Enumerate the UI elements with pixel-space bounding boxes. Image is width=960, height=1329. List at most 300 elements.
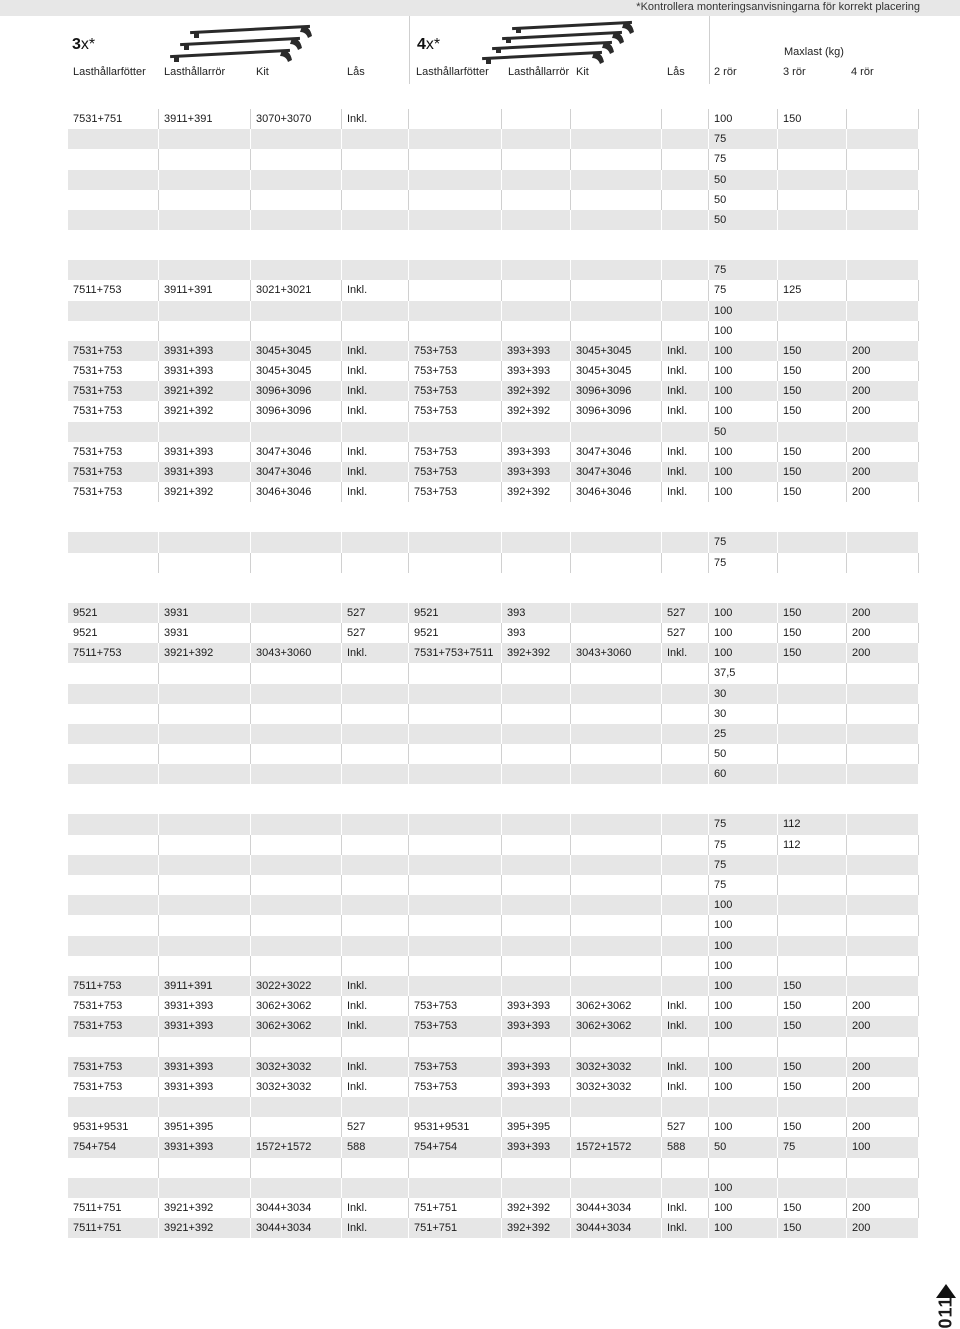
cell-feet-3x: 7511+753: [68, 643, 159, 663]
cell-bars-4x: 393+393: [502, 442, 571, 462]
cell-lock-4x: [662, 976, 709, 996]
table-row: [68, 744, 919, 764]
cell-kit-3x: [251, 129, 342, 149]
cell-load-3-bars: 150: [778, 341, 847, 361]
cell-feet-4x: [409, 422, 502, 442]
cell-load-4-bars: [847, 684, 919, 704]
cell-load-3-bars: [778, 724, 847, 744]
cell-lock-4x: [662, 684, 709, 704]
cell-feet-3x: 7531+753: [68, 1016, 159, 1036]
cell-bars-3x: [159, 190, 251, 210]
cell-kit-3x: [251, 814, 342, 834]
cell-lock-4x: [662, 553, 709, 573]
cell-kit-3x: [251, 956, 342, 976]
cell-bars-3x: [159, 532, 251, 552]
cell-lock-3x: [342, 704, 409, 724]
cell-load-2-bars: 100: [709, 401, 778, 421]
cell-lock-4x: [662, 663, 709, 683]
cell-feet-3x: [68, 1037, 159, 1057]
cell-bars-4x: 392+392: [502, 1198, 571, 1218]
cell-kit-4x: [571, 1178, 662, 1198]
cell-lock-4x: Inkl.: [662, 401, 709, 421]
cell-kit-3x: [251, 210, 342, 230]
cell-load-4-bars: 200: [847, 1057, 919, 1077]
cell-lock-3x: Inkl.: [342, 1218, 409, 1238]
cell-load-4-bars: 200: [847, 1077, 919, 1097]
cell-lock-3x: [342, 553, 409, 573]
cell-load-2-bars: 100: [709, 895, 778, 915]
cell-load-4-bars: [847, 321, 919, 341]
cell-load-2-bars: 50: [709, 170, 778, 190]
cell-kit-4x: 3043+3060: [571, 643, 662, 663]
cell-kit-4x: 3062+3062: [571, 996, 662, 1016]
cell-load-4-bars: [847, 149, 919, 169]
cell-feet-3x: 7511+751: [68, 1198, 159, 1218]
cell-lock-3x: Inkl.: [342, 1057, 409, 1077]
cell-kit-4x: [571, 1158, 662, 1178]
cell-load-3-bars: 150: [778, 1198, 847, 1218]
cell-load-4-bars: [847, 663, 919, 683]
cell-kit-3x: [251, 623, 342, 643]
cell-kit-3x: [251, 422, 342, 442]
cell-bars-4x: [502, 260, 571, 280]
cell-kit-3x: [251, 724, 342, 744]
cell-feet-4x: [409, 1178, 502, 1198]
cell-load-4-bars: 200: [847, 341, 919, 361]
cell-load-3-bars: [778, 260, 847, 280]
cell-load-2-bars: 75: [709, 280, 778, 300]
cell-lock-3x: Inkl.: [342, 482, 409, 502]
table-row: [68, 956, 919, 976]
cell-feet-4x: [409, 855, 502, 875]
cell-kit-4x: [571, 936, 662, 956]
cell-lock-3x: Inkl.: [342, 109, 409, 129]
cell-kit-3x: [251, 553, 342, 573]
cell-bars-3x: 3931+393: [159, 341, 251, 361]
cell-kit-4x: [571, 855, 662, 875]
cell-lock-3x: [342, 210, 409, 230]
cell-kit-3x: 3021+3021: [251, 280, 342, 300]
cell-feet-4x: [409, 744, 502, 764]
cell-bars-3x: 3911+391: [159, 976, 251, 996]
cell-load-4-bars: [847, 1037, 919, 1057]
cell-bars-4x: [502, 956, 571, 976]
cell-feet-3x: [68, 956, 159, 976]
cell-lock-4x: [662, 1158, 709, 1178]
col-header-4x-lock: Lås: [667, 66, 685, 78]
col-header-4-bars: 4 rör: [851, 66, 874, 78]
cell-feet-4x: [409, 704, 502, 724]
cell-bars-4x: [502, 684, 571, 704]
cell-kit-4x: 3032+3032: [571, 1057, 662, 1077]
cell-lock-4x: Inkl.: [662, 1057, 709, 1077]
cell-kit-3x: [251, 260, 342, 280]
cell-load-3-bars: [778, 764, 847, 784]
cell-load-4-bars: [847, 976, 919, 996]
cell-bars-3x: [159, 936, 251, 956]
cell-feet-3x: [68, 190, 159, 210]
col-header-3-bars: 3 rör: [783, 66, 806, 78]
cell-load-2-bars: 75: [709, 129, 778, 149]
cell-lock-4x: [662, 170, 709, 190]
cell-kit-4x: 3047+3046: [571, 442, 662, 462]
cell-load-3-bars: 150: [778, 442, 847, 462]
cell-load-4-bars: 200: [847, 623, 919, 643]
cell-load-3-bars: [778, 915, 847, 935]
cell-bars-3x: 3931+393: [159, 1077, 251, 1097]
cell-load-4-bars: 200: [847, 1117, 919, 1137]
cell-bars-3x: 3911+391: [159, 109, 251, 129]
cell-bars-3x: [159, 321, 251, 341]
cell-bars-3x: 3951+395: [159, 1117, 251, 1137]
table-row: [68, 109, 919, 129]
cell-kit-3x: [251, 855, 342, 875]
cell-load-3-bars: [778, 170, 847, 190]
cell-load-3-bars: [778, 1037, 847, 1057]
cell-feet-3x: 7511+751: [68, 1218, 159, 1238]
cell-load-3-bars: [778, 744, 847, 764]
cell-bars-4x: [502, 1097, 571, 1117]
cell-lock-4x: Inkl.: [662, 381, 709, 401]
cell-bars-3x: 3931: [159, 603, 251, 623]
cell-kit-4x: 3096+3096: [571, 401, 662, 421]
table-row: [68, 996, 919, 1016]
cell-load-2-bars: 50: [709, 422, 778, 442]
cell-lock-3x: Inkl.: [342, 1198, 409, 1218]
cell-load-3-bars: [778, 704, 847, 724]
cell-kit-3x: 3032+3032: [251, 1077, 342, 1097]
cell-bars-3x: 3921+392: [159, 381, 251, 401]
cell-load-3-bars: 150: [778, 976, 847, 996]
cell-kit-4x: [571, 129, 662, 149]
cell-bars-4x: [502, 532, 571, 552]
cell-feet-3x: [68, 744, 159, 764]
cell-kit-4x: 1572+1572: [571, 1137, 662, 1157]
cell-load-3-bars: 150: [778, 1057, 847, 1077]
cell-bars-4x: [502, 744, 571, 764]
cell-feet-4x: [409, 976, 502, 996]
cell-kit-4x: [571, 149, 662, 169]
cell-feet-3x: [68, 936, 159, 956]
cell-bars-3x: [159, 835, 251, 855]
cell-kit-4x: [571, 915, 662, 935]
cell-bars-3x: [159, 814, 251, 834]
table-row: [68, 260, 919, 280]
cell-feet-3x: 7531+753: [68, 361, 159, 381]
cell-lock-4x: Inkl.: [662, 1016, 709, 1036]
table-row: [68, 1218, 919, 1238]
cell-lock-4x: [662, 1178, 709, 1198]
cell-load-4-bars: 200: [847, 381, 919, 401]
cell-lock-3x: [342, 684, 409, 704]
cell-kit-3x: 3043+3060: [251, 643, 342, 663]
cell-load-3-bars: 112: [778, 835, 847, 855]
load-carrier-table: [68, 109, 919, 1238]
cell-bars-4x: [502, 553, 571, 573]
cell-load-3-bars: 150: [778, 462, 847, 482]
cell-lock-4x: [662, 936, 709, 956]
cell-feet-3x: 7531+751: [68, 109, 159, 129]
cell-load-2-bars: 100: [709, 381, 778, 401]
cell-load-2-bars: [709, 1158, 778, 1178]
cell-lock-3x: [342, 170, 409, 190]
cell-kit-3x: 3046+3046: [251, 482, 342, 502]
cell-feet-3x: [68, 895, 159, 915]
cell-lock-3x: Inkl.: [342, 381, 409, 401]
cell-feet-3x: [68, 301, 159, 321]
cell-feet-3x: 7531+753: [68, 442, 159, 462]
cell-bars-4x: [502, 170, 571, 190]
cell-load-3-bars: 150: [778, 1077, 847, 1097]
cell-feet-4x: [409, 1158, 502, 1178]
cell-kit-4x: [571, 684, 662, 704]
table-row: [68, 1057, 919, 1077]
cell-feet-3x: [68, 170, 159, 190]
cell-kit-4x: [571, 724, 662, 744]
cell-kit-3x: 3062+3062: [251, 1016, 342, 1036]
cell-feet-3x: [68, 1158, 159, 1178]
cell-lock-4x: [662, 109, 709, 129]
cell-bars-4x: [502, 190, 571, 210]
cell-kit-4x: 3047+3046: [571, 462, 662, 482]
cell-feet-4x: 753+753: [409, 996, 502, 1016]
cell-load-3-bars: [778, 190, 847, 210]
cell-lock-3x: Inkl.: [342, 401, 409, 421]
cell-load-2-bars: 100: [709, 1077, 778, 1097]
cell-lock-4x: Inkl.: [662, 996, 709, 1016]
cell-lock-4x: Inkl.: [662, 462, 709, 482]
maxlast-label: Maxlast (kg): [784, 46, 844, 58]
cell-lock-3x: [342, 321, 409, 341]
cell-feet-4x: 9521: [409, 603, 502, 623]
cell-lock-4x: [662, 210, 709, 230]
cell-feet-4x: [409, 149, 502, 169]
cell-lock-3x: 527: [342, 623, 409, 643]
cell-load-4-bars: 200: [847, 996, 919, 1016]
cell-load-2-bars: 75: [709, 814, 778, 834]
cell-bars-3x: 3921+392: [159, 401, 251, 421]
cell-kit-3x: 3022+3022: [251, 976, 342, 996]
table-row: [68, 129, 919, 149]
header-divider-right: [709, 16, 710, 84]
cell-bars-4x: 395+395: [502, 1117, 571, 1137]
table-row: [68, 704, 919, 724]
cell-load-4-bars: 200: [847, 1218, 919, 1238]
cell-lock-3x: [342, 301, 409, 321]
cell-lock-4x: [662, 321, 709, 341]
placement-note: *Kontrollera monteringsanvisningarna för korrekt placering: [636, 1, 920, 13]
cell-bars-3x: [159, 210, 251, 230]
cell-bars-4x: 392+392: [502, 381, 571, 401]
cell-feet-4x: 7531+753+7511: [409, 643, 502, 663]
table-row: [68, 623, 919, 643]
cell-lock-3x: [342, 956, 409, 976]
cell-lock-4x: Inkl.: [662, 482, 709, 502]
cell-feet-4x: [409, 280, 502, 300]
cell-kit-3x: [251, 704, 342, 724]
cell-load-2-bars: 50: [709, 1137, 778, 1157]
cell-bars-4x: [502, 321, 571, 341]
cell-load-4-bars: 200: [847, 442, 919, 462]
cell-load-4-bars: 200: [847, 643, 919, 663]
cell-lock-4x: Inkl.: [662, 643, 709, 663]
cell-lock-3x: [342, 190, 409, 210]
cell-kit-4x: 3045+3045: [571, 361, 662, 381]
cell-load-2-bars: [709, 1097, 778, 1117]
cell-feet-4x: [409, 170, 502, 190]
placement-note-bar: [0, 0, 960, 16]
cell-feet-4x: [409, 724, 502, 744]
cell-bars-3x: 3931+393: [159, 1016, 251, 1036]
cell-load-4-bars: [847, 170, 919, 190]
cell-feet-4x: [409, 129, 502, 149]
cell-bars-4x: [502, 422, 571, 442]
cell-load-4-bars: [847, 260, 919, 280]
table-row: [68, 663, 919, 683]
cell-feet-4x: [409, 321, 502, 341]
cell-bars-3x: [159, 915, 251, 935]
cell-bars-4x: [502, 1178, 571, 1198]
cell-bars-3x: 3931+393: [159, 462, 251, 482]
table-row: [68, 422, 919, 442]
cell-feet-4x: [409, 936, 502, 956]
table-row: [68, 1137, 919, 1157]
cell-feet-4x: [409, 553, 502, 573]
cell-kit-3x: [251, 1158, 342, 1178]
cell-bars-3x: [159, 1097, 251, 1117]
cell-load-2-bars: 100: [709, 442, 778, 462]
cell-load-4-bars: [847, 109, 919, 129]
cell-load-4-bars: [847, 280, 919, 300]
cell-load-2-bars: 50: [709, 190, 778, 210]
table-row: [68, 1077, 919, 1097]
cell-feet-3x: [68, 321, 159, 341]
cell-lock-3x: [342, 814, 409, 834]
cell-feet-4x: [409, 835, 502, 855]
cell-lock-3x: [342, 663, 409, 683]
cell-bars-4x: 393+393: [502, 1057, 571, 1077]
cell-load-2-bars: 100: [709, 915, 778, 935]
cell-kit-3x: 3045+3045: [251, 341, 342, 361]
cell-lock-4x: [662, 764, 709, 784]
cell-load-2-bars: 75: [709, 260, 778, 280]
cell-load-3-bars: 75: [778, 1137, 847, 1157]
cell-bars-3x: 3931: [159, 623, 251, 643]
cell-lock-3x: Inkl.: [342, 280, 409, 300]
table-row: [68, 814, 919, 834]
cell-load-4-bars: [847, 764, 919, 784]
cell-feet-3x: 7531+753: [68, 462, 159, 482]
cell-load-2-bars: 100: [709, 341, 778, 361]
cell-kit-4x: 3045+3045: [571, 341, 662, 361]
roof-bars-4-icon: [478, 20, 658, 70]
page-number-tab: [934, 1282, 958, 1329]
cell-bars-4x: 392+392: [502, 1218, 571, 1238]
cell-feet-3x: [68, 663, 159, 683]
table-row: [68, 442, 919, 462]
cell-lock-4x: [662, 190, 709, 210]
section-gap: [68, 573, 919, 603]
cell-feet-4x: [409, 210, 502, 230]
cell-load-3-bars: 150: [778, 109, 847, 129]
table-row: [68, 401, 919, 421]
cell-feet-4x: [409, 1097, 502, 1117]
cell-load-4-bars: [847, 814, 919, 834]
cell-load-2-bars: 75: [709, 835, 778, 855]
cell-feet-4x: [409, 109, 502, 129]
cell-load-4-bars: [847, 1097, 919, 1117]
cell-lock-3x: [342, 1178, 409, 1198]
cell-feet-4x: [409, 915, 502, 935]
col-header-3x-kit: Kit: [256, 66, 269, 78]
cell-lock-4x: [662, 129, 709, 149]
cell-lock-3x: Inkl.: [342, 976, 409, 996]
cell-feet-4x: [409, 260, 502, 280]
cell-bars-4x: 393+393: [502, 341, 571, 361]
cell-feet-3x: 7531+753: [68, 341, 159, 361]
cell-kit-4x: [571, 1097, 662, 1117]
cell-load-4-bars: 200: [847, 1016, 919, 1036]
cell-bars-4x: [502, 210, 571, 230]
cell-feet-3x: [68, 724, 159, 744]
cell-bars-4x: 393+393: [502, 361, 571, 381]
cell-load-2-bars: 50: [709, 744, 778, 764]
cell-lock-3x: 588: [342, 1137, 409, 1157]
cell-kit-3x: [251, 663, 342, 683]
cell-feet-4x: 753+753: [409, 1016, 502, 1036]
cell-feet-3x: [68, 149, 159, 169]
cell-lock-3x: Inkl.: [342, 1016, 409, 1036]
cell-load-3-bars: [778, 210, 847, 230]
cell-bars-4x: [502, 1037, 571, 1057]
cell-feet-3x: [68, 129, 159, 149]
table-row: [68, 361, 919, 381]
cell-bars-4x: 393+393: [502, 1137, 571, 1157]
cell-lock-4x: [662, 814, 709, 834]
col-header-4x-kit: Kit: [576, 66, 589, 78]
cell-load-3-bars: 150: [778, 1218, 847, 1238]
cell-kit-3x: 1572+1572: [251, 1137, 342, 1157]
cell-lock-3x: [342, 875, 409, 895]
cell-lock-3x: [342, 422, 409, 442]
cell-feet-3x: 7531+753: [68, 1077, 159, 1097]
cell-feet-4x: 753+753: [409, 462, 502, 482]
roof-bars-3-icon: [166, 24, 326, 70]
cell-bars-3x: [159, 663, 251, 683]
cell-feet-4x: 9521: [409, 623, 502, 643]
cell-load-3-bars: [778, 149, 847, 169]
cell-lock-4x: [662, 532, 709, 552]
cell-load-2-bars: 37,5: [709, 663, 778, 683]
cell-bars-3x: 3921+392: [159, 1198, 251, 1218]
section-gap: [68, 502, 919, 532]
cell-load-3-bars: [778, 895, 847, 915]
cell-load-4-bars: [847, 915, 919, 935]
table-row: [68, 280, 919, 300]
col-header-3x-lock: Lås: [347, 66, 365, 78]
cell-load-3-bars: [778, 663, 847, 683]
cell-kit-4x: [571, 663, 662, 683]
cell-load-2-bars: 75: [709, 553, 778, 573]
cell-load-3-bars: 150: [778, 361, 847, 381]
cell-load-4-bars: [847, 704, 919, 724]
col-header-4x-feet: Lasthållarfötter: [416, 66, 489, 78]
cell-load-2-bars: 75: [709, 149, 778, 169]
cell-lock-4x: 588: [662, 1137, 709, 1157]
table-row: [68, 1198, 919, 1218]
table-row: [68, 1178, 919, 1198]
cell-bars-4x: [502, 129, 571, 149]
